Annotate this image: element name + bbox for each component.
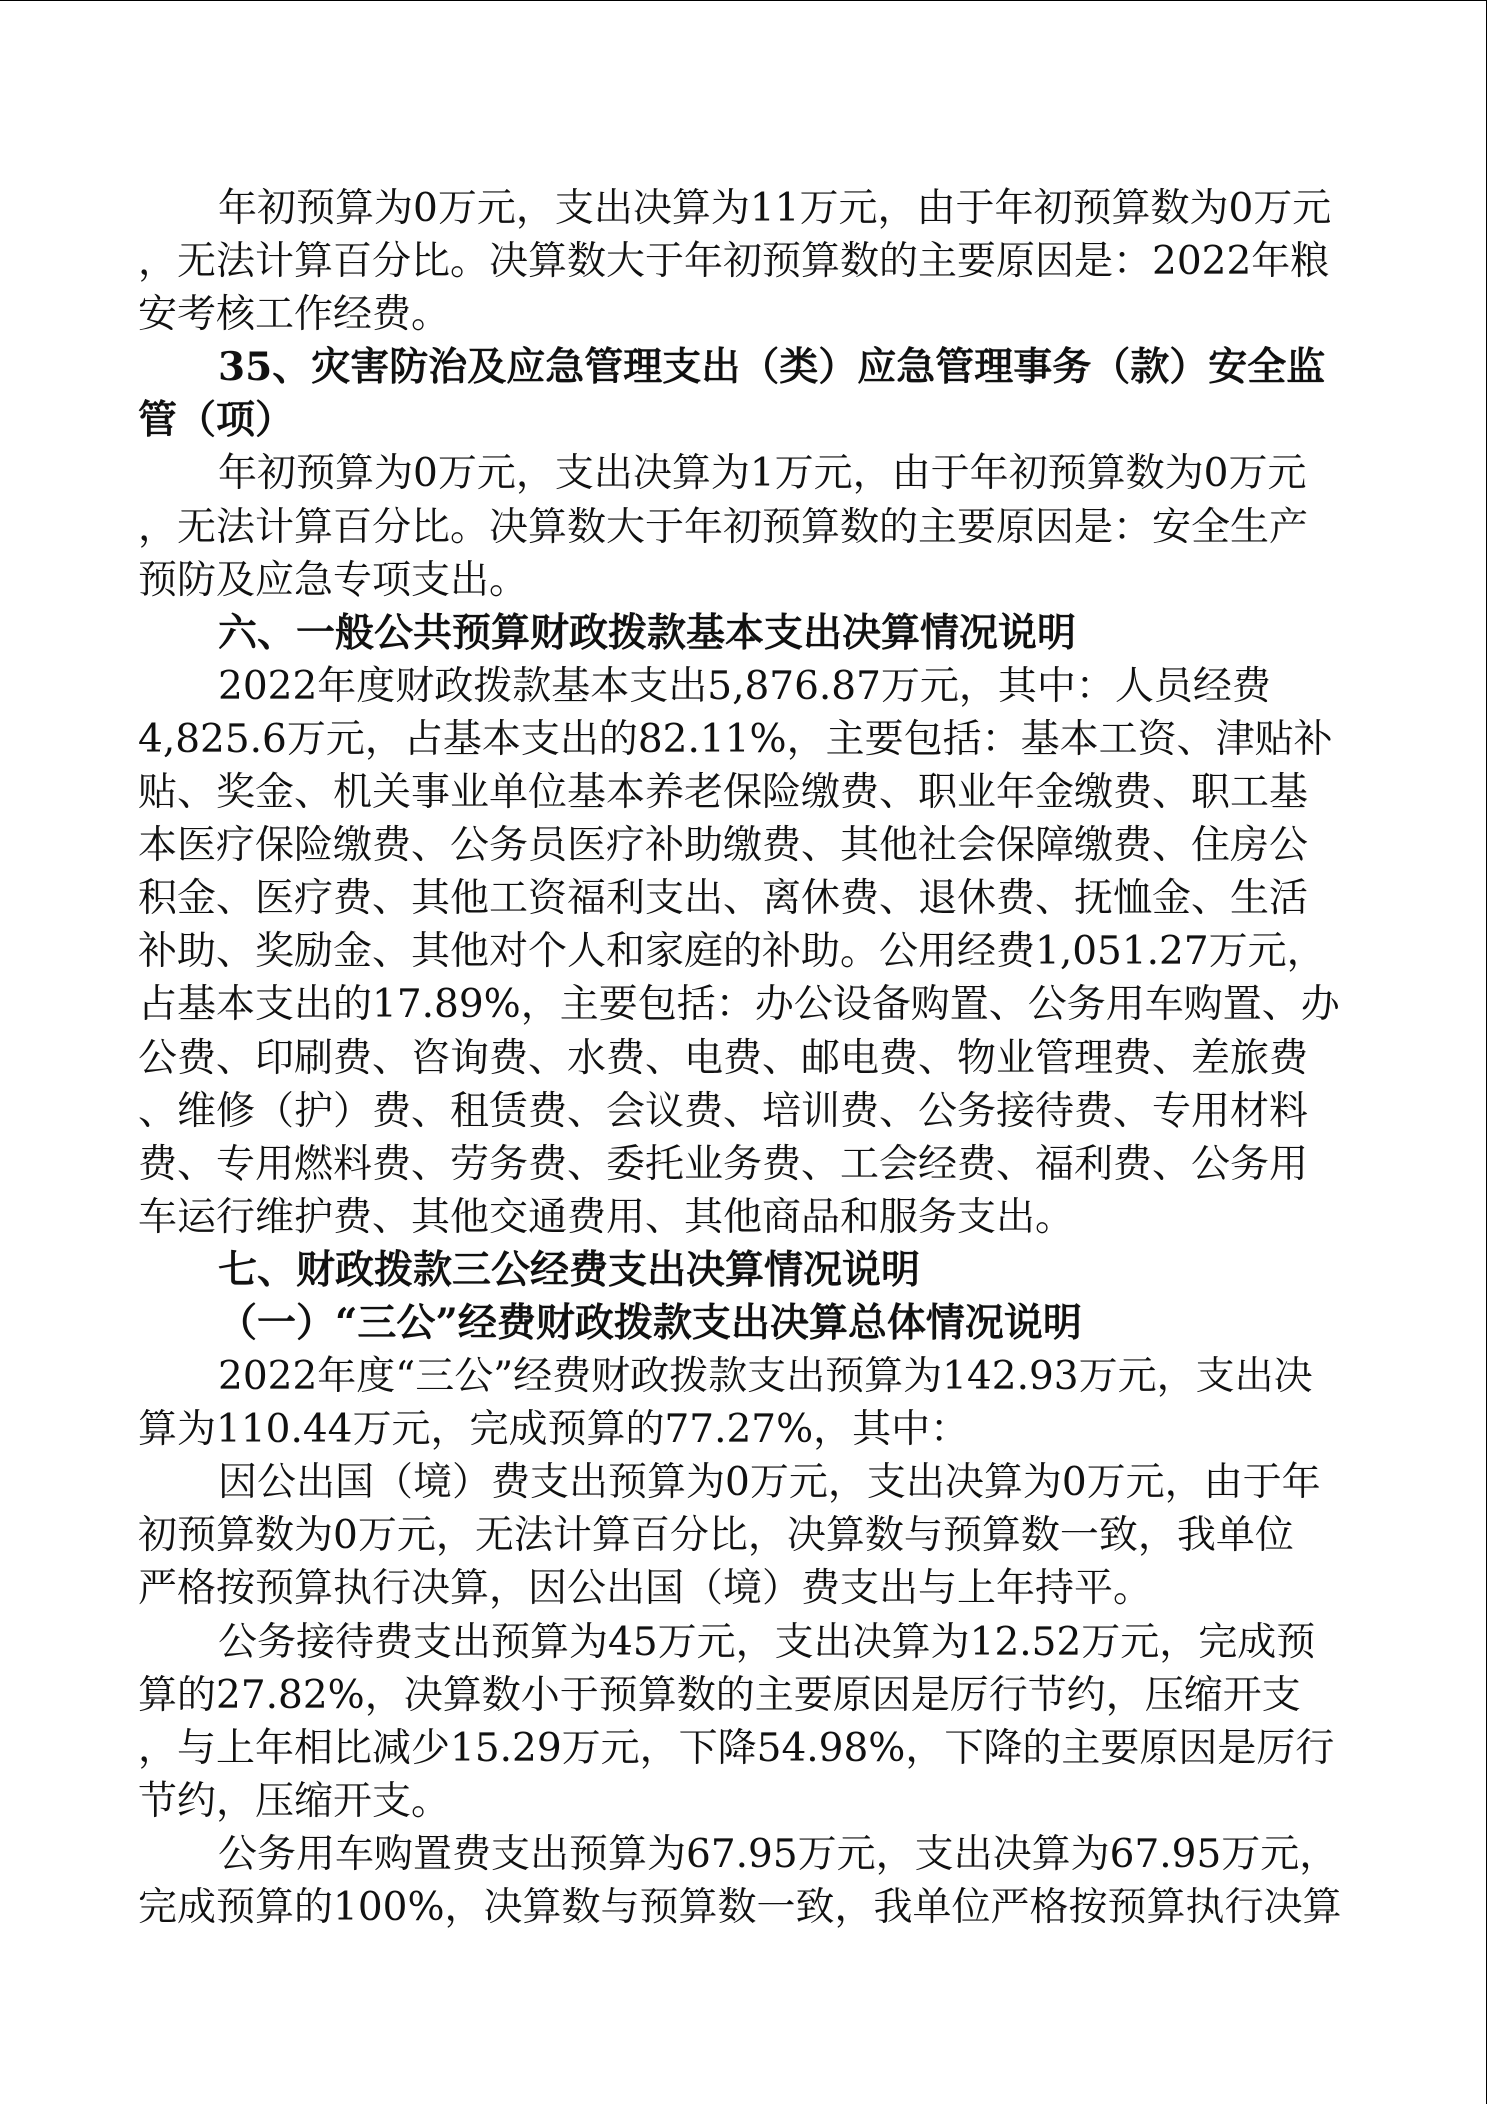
document-body — [138, 182, 1348, 1934]
paragraph-line: 4,825.6万元，占基本支出的82.11%，主要包括：基本工资、津贴补 — [138, 716, 1333, 762]
paragraph-line: 2022年度财政拨款基本支出5,876.87万元，其中：人员经费 — [218, 663, 1271, 709]
paragraph-line: 因公出国（境）费支出预算为0万元，支出决算为0万元，由于年 — [218, 1460, 1321, 1506]
paragraph-line: ，无法计算百分比。决算数大于年初预算数的主要原因是：安全生产 — [138, 504, 1309, 550]
paragraph-line: 公费、印刷费、咨询费、水费、电费、邮电费、物业管理费、差旅费 — [138, 1035, 1309, 1081]
section-heading-line: 35、灾害防治及应急管理支出（类）应急管理事务（款）安全监 — [218, 344, 1326, 391]
paragraph-line: 年初预算为0万元，支出决算为11万元，由于年初预算数为0万元 — [218, 186, 1332, 231]
paragraph-line: 费、专用燃料费、劳务费、委托业务费、工会经费、福利费、公务用 — [138, 1141, 1309, 1187]
paragraph-line: 年初预算为0万元，支出决算为1万元，由于年初预算数为0万元 — [218, 451, 1307, 497]
section-heading-line: 管（项） — [138, 397, 295, 444]
paragraph-line: 、维修（护）费、租赁费、会议费、培训费、公务接待费、专用材料 — [138, 1088, 1309, 1134]
paragraph-line: 算为110.44万元，完成预算的77.27%，其中： — [138, 1407, 970, 1453]
paragraph-line: 本医疗保险缴费、公务员医疗补助缴费、其他社会保障缴费、住房公 — [138, 823, 1309, 869]
paragraph-line: 预防及应急专项支出。 — [138, 557, 529, 603]
paragraph-line: 公务接待费支出预算为45万元，支出决算为12.52万元，完成预 — [218, 1619, 1316, 1665]
section-heading-line: （一）“三公”经费财政拨款支出决算总体情况说明 — [218, 1299, 1082, 1346]
paragraph-line: 积金、医疗费、其他工资福利支出、离休费、退休费、抚恤金、生活 — [138, 876, 1309, 922]
paragraph-line: 2022年度“三公”经费财政拨款支出预算为142.93万元，支出决 — [218, 1354, 1313, 1400]
paragraph-line: 初预算数为0万元，无法计算百分比，决算数与预算数一致，我单位 — [138, 1513, 1294, 1559]
paragraph-line: ，无法计算百分比。决算数大于年初预算数的主要原因是：2022年粮 — [138, 239, 1330, 285]
paragraph-line: 节约，压缩开支。 — [138, 1778, 451, 1824]
paragraph-line: 贴、奖金、机关事业单位基本养老保险缴费、职业年金缴费、职工基 — [138, 770, 1309, 816]
paragraph-line: 车运行维护费、其他交通费用、其他商品和服务支出。 — [138, 1194, 1075, 1240]
paragraph-line: 公务用车购置费支出预算为67.95万元，支出决算为67.95万元， — [218, 1831, 1339, 1877]
section-heading-line: 六、一般公共预算财政拨款基本支出决算情况说明 — [218, 609, 1077, 656]
paragraph-line: ，与上年相比减少15.29万元，下降54.98%，下降的主要原因是厉行 — [138, 1725, 1335, 1771]
paragraph-line: 安考核工作经费。 — [138, 292, 451, 338]
paragraph-line: 严格按预算执行决算，因公出国（境）费支出与上年持平。 — [138, 1566, 1153, 1612]
paragraph-line: 算的27.82%，决算数小于预算数的主要原因是厉行节约，压缩开支 — [138, 1672, 1301, 1718]
paragraph-line: 占基本支出的17.89%，主要包括：办公设备购置、公务用车购置、办 — [138, 982, 1340, 1028]
section-heading-line: 七、财政拨款三公经费支出决算情况说明 — [218, 1246, 921, 1293]
paragraph-line: 补助、奖励金、其他对个人和家庭的补助。公用经费1,051.27万元， — [138, 929, 1326, 975]
paragraph-line: 完成预算的100%，决算数与预算数一致，我单位严格按预算执行决算 — [138, 1885, 1342, 1930]
